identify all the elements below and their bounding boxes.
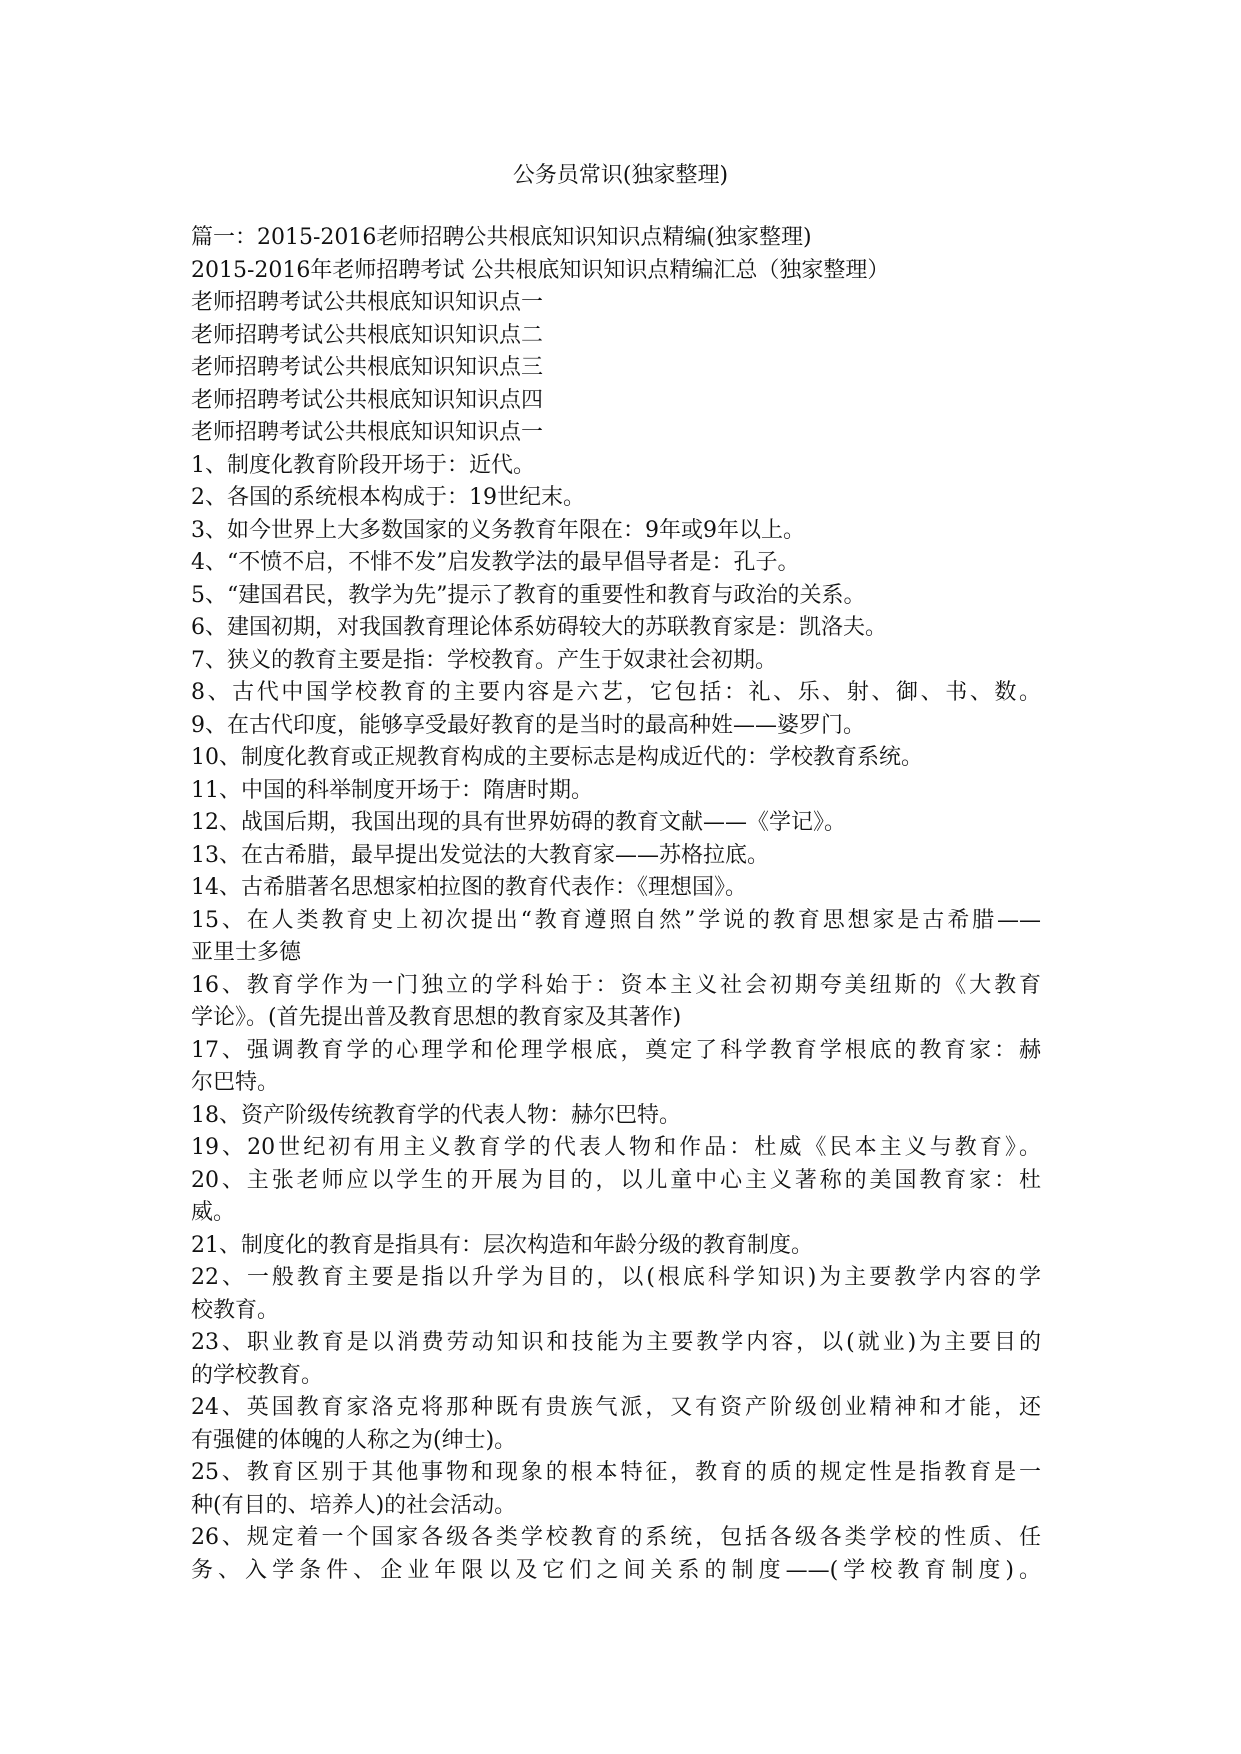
text-line: 13、在古希腊，最早提出发觉法的大教育家——苏格拉底。: [191, 842, 769, 868]
text-line: 10、制度化教育或正规教育构成的主要标志是构成近代的：学校教育系统。: [191, 745, 923, 770]
document-body: [191, 222, 1041, 1587]
text-line: 8、古代中国学校教育的主要内容是六艺，它包括：礼、乐、射、御、书、数。: [191, 680, 1041, 705]
text-line: 22、一般教育主要是指以升学为目的，以(根底科学知识)为主要教学内容的学: [191, 1265, 1041, 1290]
text-line: 校教育。: [191, 1297, 280, 1323]
text-line: 25、教育区别于其他事物和现象的根本特征，教育的质的规定性是指教育是一: [191, 1460, 1041, 1485]
text-line: 17、强调教育学的心理学和伦理学根底，奠定了科学教育学根底的教育家：赫: [191, 1037, 1041, 1063]
text-line: 老师招聘考试公共根底知识知识点四: [191, 387, 544, 413]
text-line: 20、主张老师应以学生的开展为目的，以儿童中心主义著称的美国教育家：杜: [191, 1167, 1041, 1193]
text-line: 老师招聘考试公共根底知识知识点一: [191, 420, 544, 445]
text-line: 9、在古代印度，能够享受最好教育的是当时的最高种姓——婆罗门。: [191, 712, 865, 738]
text-line: 老师招聘考试公共根底知识知识点二: [191, 322, 544, 348]
text-line: 老师招聘考试公共根底知识知识点一: [191, 290, 544, 315]
text-line: 7、狭义的教育主要是指：学校教育。产生于奴隶社会初期。: [191, 647, 777, 673]
text-line: 亚里士多德: [191, 940, 302, 965]
text-line: 的学校教育。: [191, 1362, 324, 1388]
text-line: 2、各国的系统根本构成于：19世纪末。: [191, 485, 585, 510]
text-line: 24、英国教育家洛克将那种既有贵族气派，又有资产阶级创业精神和才能，还: [191, 1395, 1041, 1420]
text-line: 12、战国后期，我国出现的具有世界妨碍的教育文献——《学记》。: [191, 810, 846, 835]
text-line: 务、入学条件、企业年限以及它们之间关系的制度——(学校教育制度)。: [191, 1557, 1041, 1583]
text-line: 21、制度化的教育是指具有：层次构造和年龄分级的教育制度。: [191, 1232, 813, 1258]
text-line: 3、如今世界上大多数国家的义务教育年限在：9年或9年以上。: [191, 517, 805, 543]
text-line: 有强健的体魄的人称之为(绅士)。: [191, 1427, 517, 1453]
text-line: 26、规定着一个国家各级各类学校教育的系统，包括各级各类学校的性质、任: [191, 1525, 1041, 1550]
text-line: 11、中国的科举制度开场于：隋唐时期。: [191, 777, 593, 803]
text-line: 尔巴特。: [191, 1070, 280, 1095]
text-line: 6、建国初期，对我国教育理论体系妨碍较大的苏联教育家是：凯洛夫。: [191, 615, 887, 640]
text-line: 15、在人类教育史上初次提出“教育遵照自然”学说的教育思想家是古希腊——: [191, 907, 1041, 933]
text-line: 14、古希腊著名思想家柏拉图的教育代表作：《理想国》。: [191, 875, 747, 900]
document-title: 公务员常识(独家整理): [512, 163, 729, 188]
text-line: 23、职业教育是以消费劳动知识和技能为主要教学内容，以(就业)为主要目的: [191, 1330, 1041, 1355]
text-line: 19、20世纪初有用主义教育学的代表人物和作品：杜威《民本主义与教育》。: [191, 1135, 1041, 1160]
text-line: 学论》。(首先提出普及教育思想的教育家及其著作): [191, 1005, 682, 1030]
text-line: 2015-2016年老师招聘考试 公共根底知识知识点精编汇总（独家整理）: [191, 257, 890, 283]
text-line: 16、教育学作为一门独立的学科始于：资本主义社会初期夸美纽斯的《大教育: [191, 972, 1041, 998]
text-line: 5、“建国君民，教学为先”提示了教育的重要性和教育与政治的关系。: [191, 582, 866, 608]
text-line: 18、资产阶级传统教育学的代表人物：赫尔巴特。: [191, 1102, 681, 1128]
text-line: 1、制度化教育阶段开场于：近代。: [191, 452, 535, 478]
text-line: 老师招聘考试公共根底知识知识点三: [191, 355, 544, 380]
text-line: 4、“不愤不启，不悱不发”启发教学法的最早倡导者是：孔子。: [191, 550, 800, 575]
text-line: 威。: [191, 1200, 236, 1225]
text-line: 种(有目的、培养人)的社会活动。: [191, 1492, 517, 1518]
text-line: 篇一：2015-2016老师招聘公共根底知识知识点精编(独家整理): [191, 225, 812, 250]
